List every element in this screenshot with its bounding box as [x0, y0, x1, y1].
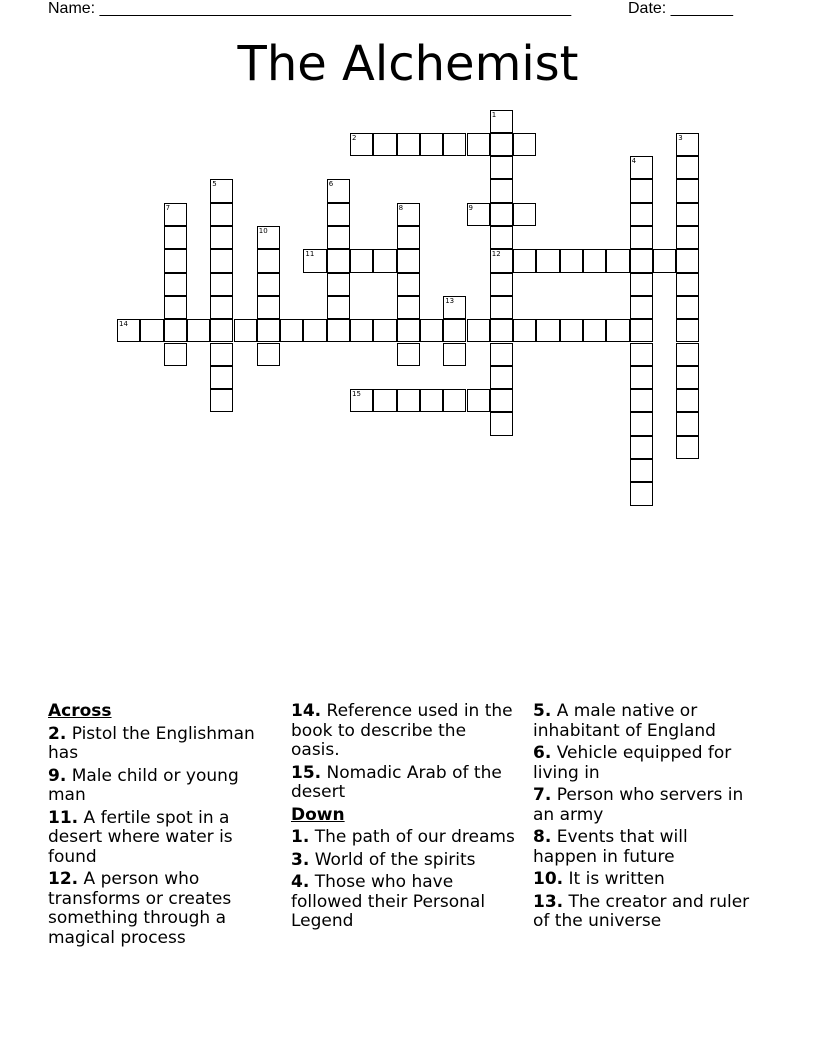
clue-across-15 — [291, 764, 516, 803]
clue-down-3 — [291, 851, 516, 871]
clue-text: Male child or young man — [48, 765, 239, 805]
grid-cell[interactable] — [630, 249, 653, 272]
grid-cell[interactable] — [327, 203, 350, 226]
grid-cell[interactable] — [420, 133, 443, 156]
grid-cell[interactable] — [490, 249, 513, 272]
grid-cell[interactable] — [490, 133, 513, 156]
clue-number: 6. — [533, 743, 552, 763]
grid-cell[interactable] — [397, 389, 420, 412]
grid-cell[interactable] — [210, 319, 233, 342]
grid-cell[interactable] — [676, 273, 699, 296]
grid-cell[interactable] — [467, 203, 490, 226]
cell-number: 5 — [212, 180, 217, 189]
grid-cell[interactable] — [630, 273, 653, 296]
grid-cell[interactable] — [490, 226, 513, 249]
grid-cell[interactable] — [164, 273, 187, 296]
grid-cell[interactable] — [676, 133, 699, 156]
grid-cell[interactable] — [630, 179, 653, 202]
clue-number: 3. — [291, 849, 310, 870]
grid-cell[interactable] — [397, 273, 420, 296]
grid-cell[interactable] — [327, 249, 350, 272]
clue-number: 8. — [533, 827, 552, 847]
grid-cell[interactable] — [303, 249, 326, 272]
grid-cell[interactable] — [373, 319, 396, 342]
grid-cell[interactable] — [350, 389, 373, 412]
grid-cell[interactable] — [210, 366, 233, 389]
cell-number: 3 — [678, 133, 683, 142]
grid-cell[interactable] — [164, 343, 187, 366]
grid-cell[interactable] — [210, 179, 233, 202]
grid-cell[interactable] — [443, 296, 466, 319]
grid-cell[interactable] — [467, 319, 490, 342]
cell-number: 12 — [491, 250, 501, 259]
clue-across-14 — [291, 702, 516, 761]
cell-number: 7 — [165, 203, 171, 212]
cell-number: 2 — [352, 133, 357, 142]
grid-cell[interactable] — [676, 319, 699, 342]
cell-number: 10 — [258, 227, 268, 235]
grid-cell[interactable] — [560, 249, 583, 272]
grid-cell[interactable] — [443, 343, 466, 366]
clue-number: 11. — [48, 807, 79, 828]
grid-cell[interactable] — [257, 296, 280, 319]
clue-number: 1. — [291, 827, 310, 847]
grid-cell[interactable] — [676, 366, 699, 389]
grid-cell[interactable] — [420, 319, 443, 342]
grid-cell[interactable] — [210, 296, 233, 319]
grid-cell[interactable] — [653, 249, 676, 272]
grid-cell[interactable] — [490, 110, 513, 133]
grid-cell[interactable] — [630, 436, 653, 459]
clue-number: 13. — [533, 891, 564, 912]
clue-number: 4. — [291, 872, 310, 892]
cell-number: 9 — [468, 203, 473, 212]
clue-column-3 — [533, 702, 753, 935]
grid-cell[interactable] — [257, 249, 280, 272]
clue-text: Reference used in the book to describe the oasis. — [291, 701, 513, 760]
grid-cell[interactable] — [630, 296, 653, 319]
grid-cell[interactable] — [443, 319, 466, 342]
grid-cell[interactable] — [630, 226, 653, 249]
grid-cell[interactable] — [420, 389, 443, 412]
grid-cell[interactable] — [676, 203, 699, 226]
clue-across-2 — [48, 725, 263, 764]
grid-cell[interactable] — [140, 319, 163, 342]
cell-number: 1 — [491, 110, 497, 119]
grid-cell[interactable] — [164, 249, 187, 272]
grid-cell[interactable] — [630, 389, 653, 412]
grid-cell[interactable] — [630, 343, 653, 366]
clue-down-5 — [533, 702, 753, 741]
clue-number: 7. — [533, 785, 552, 805]
grid-cell[interactable] — [490, 156, 513, 179]
grid-cell[interactable] — [257, 226, 280, 249]
grid-cell[interactable] — [350, 133, 373, 156]
down-heading: Down — [291, 804, 345, 825]
grid-cell[interactable] — [327, 226, 350, 249]
cell-number: 8 — [398, 203, 404, 212]
grid-cell[interactable] — [327, 319, 350, 342]
clue-column-1 — [48, 702, 263, 951]
across-heading: Across — [48, 701, 112, 721]
clue-down-7 — [533, 786, 753, 825]
clue-across-11 — [48, 809, 263, 868]
clue-text: A male native or inhabitant of England — [533, 701, 716, 741]
grid-cell[interactable] — [373, 133, 396, 156]
name-label: Name: — [48, 0, 96, 17]
cell-number: 6 — [328, 180, 334, 189]
grid-cell[interactable] — [676, 436, 699, 459]
crossword-grid — [0, 0, 816, 520]
clue-text: Those who have followed their Personal Legend — [291, 872, 486, 931]
clue-text: World of the spirits — [314, 849, 476, 870]
grid-cell[interactable] — [676, 389, 699, 412]
grid-cell[interactable] — [373, 389, 396, 412]
clue-down-10 — [533, 870, 753, 890]
clue-text: The creator and ruler of the universe — [533, 891, 750, 931]
cell-number: 14 — [119, 320, 128, 329]
grid-cell[interactable] — [350, 249, 373, 272]
grid-cell[interactable] — [630, 459, 653, 482]
grid-cell[interactable] — [630, 412, 653, 435]
grid-cell[interactable] — [397, 226, 420, 249]
grid-cell[interactable] — [397, 296, 420, 319]
clue-number: 2. — [48, 723, 67, 744]
grid-cell[interactable] — [630, 156, 653, 179]
grid-cell[interactable] — [234, 319, 257, 342]
grid-cell[interactable] — [583, 249, 606, 272]
grid-cell[interactable] — [117, 319, 140, 342]
grid-cell[interactable] — [210, 249, 233, 272]
grid-cell[interactable] — [164, 296, 187, 319]
grid-cell[interactable] — [630, 482, 653, 505]
grid-cell[interactable] — [373, 249, 396, 272]
clue-number: 15. — [291, 762, 322, 783]
clue-number: 14. — [291, 701, 322, 721]
grid-cell[interactable] — [490, 179, 513, 202]
clue-number: 10. — [533, 869, 564, 889]
grid-cell[interactable] — [513, 249, 536, 272]
grid-cell[interactable] — [676, 296, 699, 319]
cell-number: 13 — [445, 296, 455, 305]
grid-cell[interactable] — [164, 226, 187, 249]
grid-cell[interactable] — [210, 273, 233, 296]
grid-cell[interactable] — [210, 343, 233, 366]
grid-cell[interactable] — [210, 226, 233, 249]
grid-cell[interactable] — [630, 366, 653, 389]
grid-cell[interactable] — [676, 343, 699, 366]
clue-number: 9. — [48, 765, 67, 786]
clue-text: Vehicle equipped for living in — [533, 743, 732, 783]
grid-cell[interactable] — [490, 412, 513, 435]
clue-down-4 — [291, 873, 516, 932]
grid-cell[interactable] — [164, 203, 187, 226]
grid-cell[interactable] — [187, 319, 210, 342]
clue-down-6 — [533, 744, 753, 783]
clue-down-13 — [533, 893, 753, 932]
grid-cell[interactable] — [443, 389, 466, 412]
grid-cell[interactable] — [490, 343, 513, 366]
grid-cell[interactable] — [327, 273, 350, 296]
clue-down-1 — [291, 828, 516, 848]
grid-cell[interactable] — [397, 319, 420, 342]
grid-cell[interactable] — [210, 203, 233, 226]
grid-cell[interactable] — [257, 343, 280, 366]
grid-cell[interactable] — [560, 319, 583, 342]
grid-cell[interactable] — [536, 319, 559, 342]
grid-cell[interactable] — [676, 156, 699, 179]
grid-cell[interactable] — [676, 226, 699, 249]
grid-cell[interactable] — [490, 366, 513, 389]
date-label: Date: — [628, 0, 667, 17]
grid-cell[interactable] — [257, 319, 280, 342]
clue-text: A person who transforms or creates something through a magical process — [48, 869, 232, 948]
grid-cell[interactable] — [676, 249, 699, 272]
grid-cell[interactable] — [513, 133, 536, 156]
clue-across-9 — [48, 767, 263, 806]
cell-number: 15 — [352, 390, 361, 399]
grid-cell[interactable] — [630, 319, 653, 342]
clue-down-8 — [533, 828, 753, 867]
clue-text: Events that will happen in future — [533, 827, 688, 867]
grid-cell[interactable] — [350, 319, 373, 342]
name-blank: _____________________________________________________ — [99, 0, 572, 17]
grid-cell[interactable] — [490, 296, 513, 319]
clue-text: Pistol the Englishman has — [48, 723, 255, 763]
grid-cell[interactable] — [490, 203, 513, 226]
page-title: The Alchemist — [237, 36, 579, 92]
grid-cell[interactable] — [327, 296, 350, 319]
grid-cell[interactable] — [327, 179, 350, 202]
clue-text: A fertile spot in a desert where water is found — [48, 807, 233, 867]
grid-cell[interactable] — [164, 319, 187, 342]
grid-cell[interactable] — [397, 249, 420, 272]
grid-cell[interactable] — [303, 319, 326, 342]
grid-cell[interactable] — [210, 389, 233, 412]
grid-cell[interactable] — [536, 249, 559, 272]
cell-number: 4 — [631, 157, 637, 166]
grid-cell[interactable] — [467, 133, 490, 156]
clue-text: Person who servers in an army — [533, 785, 744, 825]
grid-cell[interactable] — [280, 319, 303, 342]
grid-cell[interactable] — [606, 319, 629, 342]
clue-column-2 — [291, 702, 516, 935]
grid-cell[interactable] — [443, 133, 466, 156]
clue-across-12 — [48, 870, 263, 948]
grid-cell[interactable] — [676, 179, 699, 202]
grid-cell[interactable] — [513, 203, 536, 226]
grid-cell[interactable] — [490, 319, 513, 342]
grid-cell[interactable] — [630, 203, 653, 226]
grid-cell[interactable] — [583, 319, 606, 342]
clue-text: Nomadic Arab of the desert — [291, 762, 502, 802]
grid-cell[interactable] — [606, 249, 629, 272]
grid-cell[interactable] — [257, 273, 280, 296]
cell-number: 11 — [305, 250, 315, 259]
clue-text: The path of our dreams — [314, 827, 515, 847]
clue-number: 5. — [533, 701, 552, 721]
grid-cell[interactable] — [397, 343, 420, 366]
grid-cell[interactable] — [513, 319, 536, 342]
grid-cell[interactable] — [490, 273, 513, 296]
grid-cell[interactable] — [490, 389, 513, 412]
grid-cell[interactable] — [676, 412, 699, 435]
grid-cell[interactable] — [397, 133, 420, 156]
clue-text: It is written — [568, 869, 665, 889]
clue-number: 12. — [48, 869, 79, 889]
date-blank: _______ — [670, 0, 733, 17]
grid-cell[interactable] — [397, 203, 420, 226]
grid-cell[interactable] — [467, 389, 490, 412]
